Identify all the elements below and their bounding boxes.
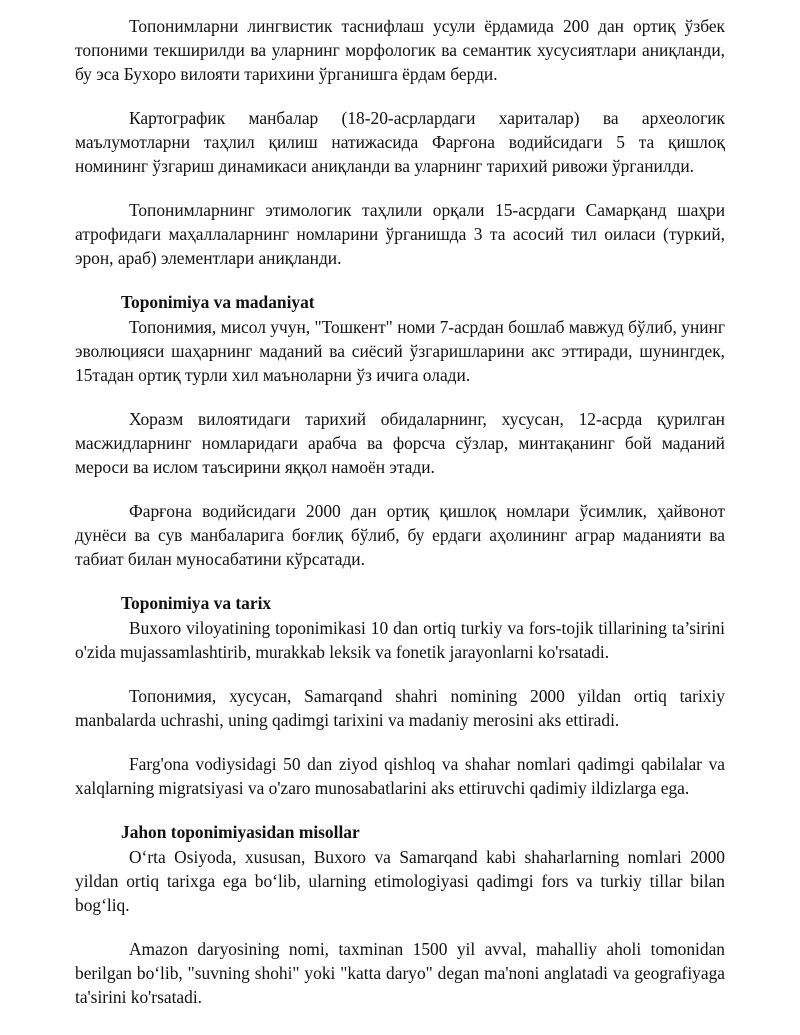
section-jahon-toponimiyasi xyxy=(75,820,725,1009)
section-toponimiya-madaniyat xyxy=(75,290,725,571)
paragraph: Топонимия, хусусан, Samarqand shahri nomining 2000 yildan ortiq tarixiy manbalarda uchrashi, uning qadimgi tarixini va madaniy merosini aks ettiradi. xyxy=(75,686,725,730)
intro-section xyxy=(75,14,725,270)
paragraph: Хоразм вилоятидаги тарихий обидаларнинг, хусусан, 12-асрда қурилган масжидларнинг номларидаги арабча ва форсча сўзлар, минтақанинг бой маданий мероси ва ислом таъсирини яққол намоён этади. xyxy=(75,409,725,477)
section-heading: Toponimiya va madaniyat xyxy=(121,292,315,312)
section-heading: Toponimiya va tarix xyxy=(121,593,272,613)
section-toponimiya-tarix xyxy=(75,591,725,800)
paragraph: Buxoro viloyatining toponimikasi 10 dan ortiq turkiy va fors-tojik tillarining ta’sirini o'zida mujassamlashtirib, murakkab leksik va fonetik jarayonlarni ko'rsatadi. xyxy=(75,618,725,662)
section-heading: Jahon toponimiyasidan misollar xyxy=(121,822,360,842)
paragraph: Топонимларни лингвистик таснифлаш усули ёрдамида 200 дан ортиқ ўзбек топоними текширилди ва уларнинг морфологик ва семантик хусусиятлари аниқланди, бу эса Бухоро вилояти тарихини ўрганишга ёрдам берди. xyxy=(75,16,725,84)
paragraph: Farg'ona vodiysidagi 50 dan ziyod qishloq va shahar nomlari qadimgi qabilalar va xalqlarning migratsiyasi va o'zaro munosabatlarini aks ettiruvchi qadimiy ildizlarga ega. xyxy=(75,754,725,798)
paragraph: Фарғона водийсидаги 2000 дан ортиқ қишлоқ номлари ўсимлик, ҳайвонот дунёси ва сув манбаларига боғлиқ бўлиб, бу ердаги аҳолининг аграр маданияти ва табиат билан муносабатини кўрсатади. xyxy=(75,501,725,569)
paragraph: Топонимия, мисол учун, "Тошкент" номи 7-асрдан бошлаб мавжуд бўлиб, унинг эволюцияси шаҳарнинг маданий ва сиёсий ўзгаришларини акс эттиради, шунингдек, 15тадан ортиқ турли хил маъноларни ўз ичига олади. xyxy=(75,317,725,385)
paragraph: Топонимларнинг этимологик таҳлили орқали 15-асрдаги Самарқанд шаҳри атрофидаги маҳаллаларнинг номларини ўрганишда 3 та асосий тил оиласи (туркий, эрон, араб) элементлари аниқланди. xyxy=(75,200,725,268)
paragraph: Amazon daryosining nomi, taxminan 1500 yil avval, mahalliy aholi tomonidan berilgan bo‘lib, "suvning shohi" yoki "katta daryo" degan ma'noni anglatadi va geografiyaga ta'sirini ko'rsatadi. xyxy=(75,939,725,1007)
paragraph: O‘rta Osiyoda, xususan, Buxoro va Samarqand kabi shaharlarning nomlari 2000 yildan ortiq tarixga ega bo‘lib, ularning etimologiyasi qadimgi fors va turkiy tillar bilan bog‘liq. xyxy=(75,847,725,915)
paragraph: Картографик манбалар (18-20-асрлардаги хариталар) ва археологик маълумотларни таҳлил қилиш натижасида Фарғона водийсидаги 5 та қишлоқ номининг ўзгариш динамикаси аниқланди ва уларнинг тарихий ривожи ўрганилди. xyxy=(75,108,725,176)
